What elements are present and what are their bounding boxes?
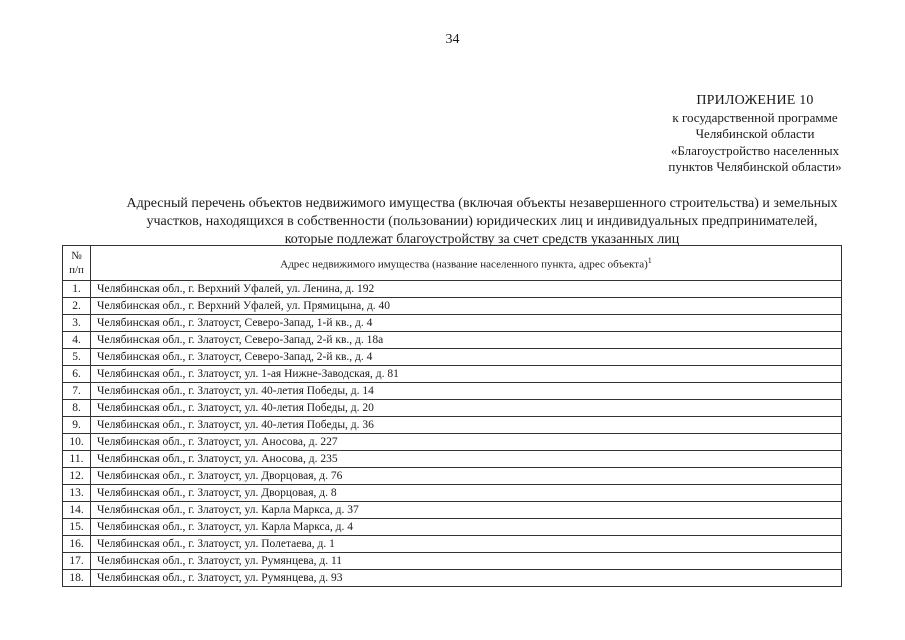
table-row [63, 434, 842, 451]
table-row [63, 502, 842, 519]
row-address: Челябинская обл., г. Златоуст, Северо-Запад, 2-й кв., д. 4 [91, 349, 842, 366]
table-row [63, 298, 842, 315]
page-number: 34 [445, 32, 460, 47]
table-row [63, 366, 842, 383]
row-number: 5. [63, 349, 91, 366]
header-address [91, 246, 842, 281]
row-number: 10. [63, 434, 91, 451]
row-address: Челябинская обл., г. Златоуст, ул. Полетаева, д. 1 [91, 536, 842, 553]
row-address: Челябинская обл., г. Златоуст, ул. 1-ая Нижне-Заводская, д. 81 [91, 366, 842, 383]
title-line: Адресный перечень объектов недвижимого имущества (включая объекты незавершенного строительства) и земельных [126, 196, 838, 211]
appendix-line: пунктов Челябинской области» [668, 159, 842, 174]
row-address: Челябинская обл., г. Верхний Уфалей, ул. Прямицына, д. 40 [91, 298, 842, 315]
table-row [63, 417, 842, 434]
table-row [63, 332, 842, 349]
row-address: Челябинская обл., г. Златоуст, ул. Аносова, д. 227 [91, 434, 842, 451]
row-address: Челябинская обл., г. Златоуст, ул. Аносова, д. 235 [91, 451, 842, 468]
row-number: 9. [63, 417, 91, 434]
row-number: 1. [63, 281, 91, 298]
table-row [63, 570, 842, 587]
row-number: 14. [63, 502, 91, 519]
row-number: 2. [63, 298, 91, 315]
appendix-line: Челябинской области [695, 126, 815, 141]
appendix-line: к государственной программе [672, 109, 838, 125]
table-row [63, 485, 842, 502]
row-number: 17. [63, 553, 91, 570]
row-address: Челябинская обл., г. Златоуст, ул. 40-летия Победы, д. 36 [91, 417, 842, 434]
footnote-marker: 1 [647, 256, 652, 266]
appendix-title: ПРИЛОЖЕНИЕ 10 [696, 93, 814, 108]
row-number: 13. [63, 485, 91, 502]
row-address: Челябинская обл., г. Златоуст, ул. Дворцовая, д. 8 [91, 485, 842, 502]
table-row [63, 451, 842, 468]
header-number-line: № [71, 250, 82, 262]
document-title [62, 195, 902, 249]
row-address: Челябинская обл., г. Златоуст, ул. 40-летия Победы, д. 20 [91, 400, 842, 417]
title-line: участков, находящихся в собственности (пользовании) юридических лиц и индивидуальных предпринимателей, [146, 214, 818, 229]
row-address: Челябинская обл., г. Верхний Уфалей, ул. Ленина, д. 192 [91, 281, 842, 298]
row-address: Челябинская обл., г. Златоуст, ул. Карла Маркса, д. 37 [91, 502, 842, 519]
table-row [63, 281, 842, 298]
title-line: которые подлежат благоустройству за счет средств указанных лиц [284, 232, 680, 247]
table-row [63, 383, 842, 400]
header-number [63, 246, 91, 281]
row-address: Челябинская обл., г. Златоуст, Северо-Запад, 2-й кв., д. 18а [91, 332, 842, 349]
header-address-text: Адрес недвижимого имущества (название населенного пункта, адрес объекта) [280, 258, 648, 271]
address-table [62, 245, 842, 587]
row-number: 8. [63, 400, 91, 417]
table-row [63, 315, 842, 332]
table-body [63, 281, 842, 587]
row-address: Челябинская обл., г. Златоуст, ул. Румянцева, д. 93 [91, 570, 842, 587]
row-number: 11. [63, 451, 91, 468]
row-address: Челябинская обл., г. Златоуст, ул. Карла Маркса, д. 4 [91, 519, 842, 536]
row-number: 18. [63, 570, 91, 587]
table-row [63, 349, 842, 366]
row-number: 6. [63, 366, 91, 383]
table-row [63, 536, 842, 553]
row-address: Челябинская обл., г. Златоуст, ул. Румянцева, д. 11 [91, 553, 842, 570]
header-number-line: п/п [69, 264, 84, 276]
appendix-line: «Благоустройство населенных [670, 142, 840, 158]
row-number: 15. [63, 519, 91, 536]
table-header-row [63, 246, 842, 281]
table-row [63, 400, 842, 417]
row-number: 3. [63, 315, 91, 332]
row-address: Челябинская обл., г. Златоуст, ул. Дворцовая, д. 76 [91, 468, 842, 485]
table-row [63, 553, 842, 570]
table-row [63, 468, 842, 485]
row-number: 16. [63, 536, 91, 553]
row-address: Челябинская обл., г. Златоуст, Северо-Запад, 1-й кв., д. 4 [91, 315, 842, 332]
row-number: 4. [63, 332, 91, 349]
appendix-block [640, 93, 870, 176]
row-address: Челябинская обл., г. Златоуст, ул. 40-летия Победы, д. 14 [91, 383, 842, 400]
row-number: 7. [63, 383, 91, 400]
row-number: 12. [63, 468, 91, 485]
table-row [63, 519, 842, 536]
